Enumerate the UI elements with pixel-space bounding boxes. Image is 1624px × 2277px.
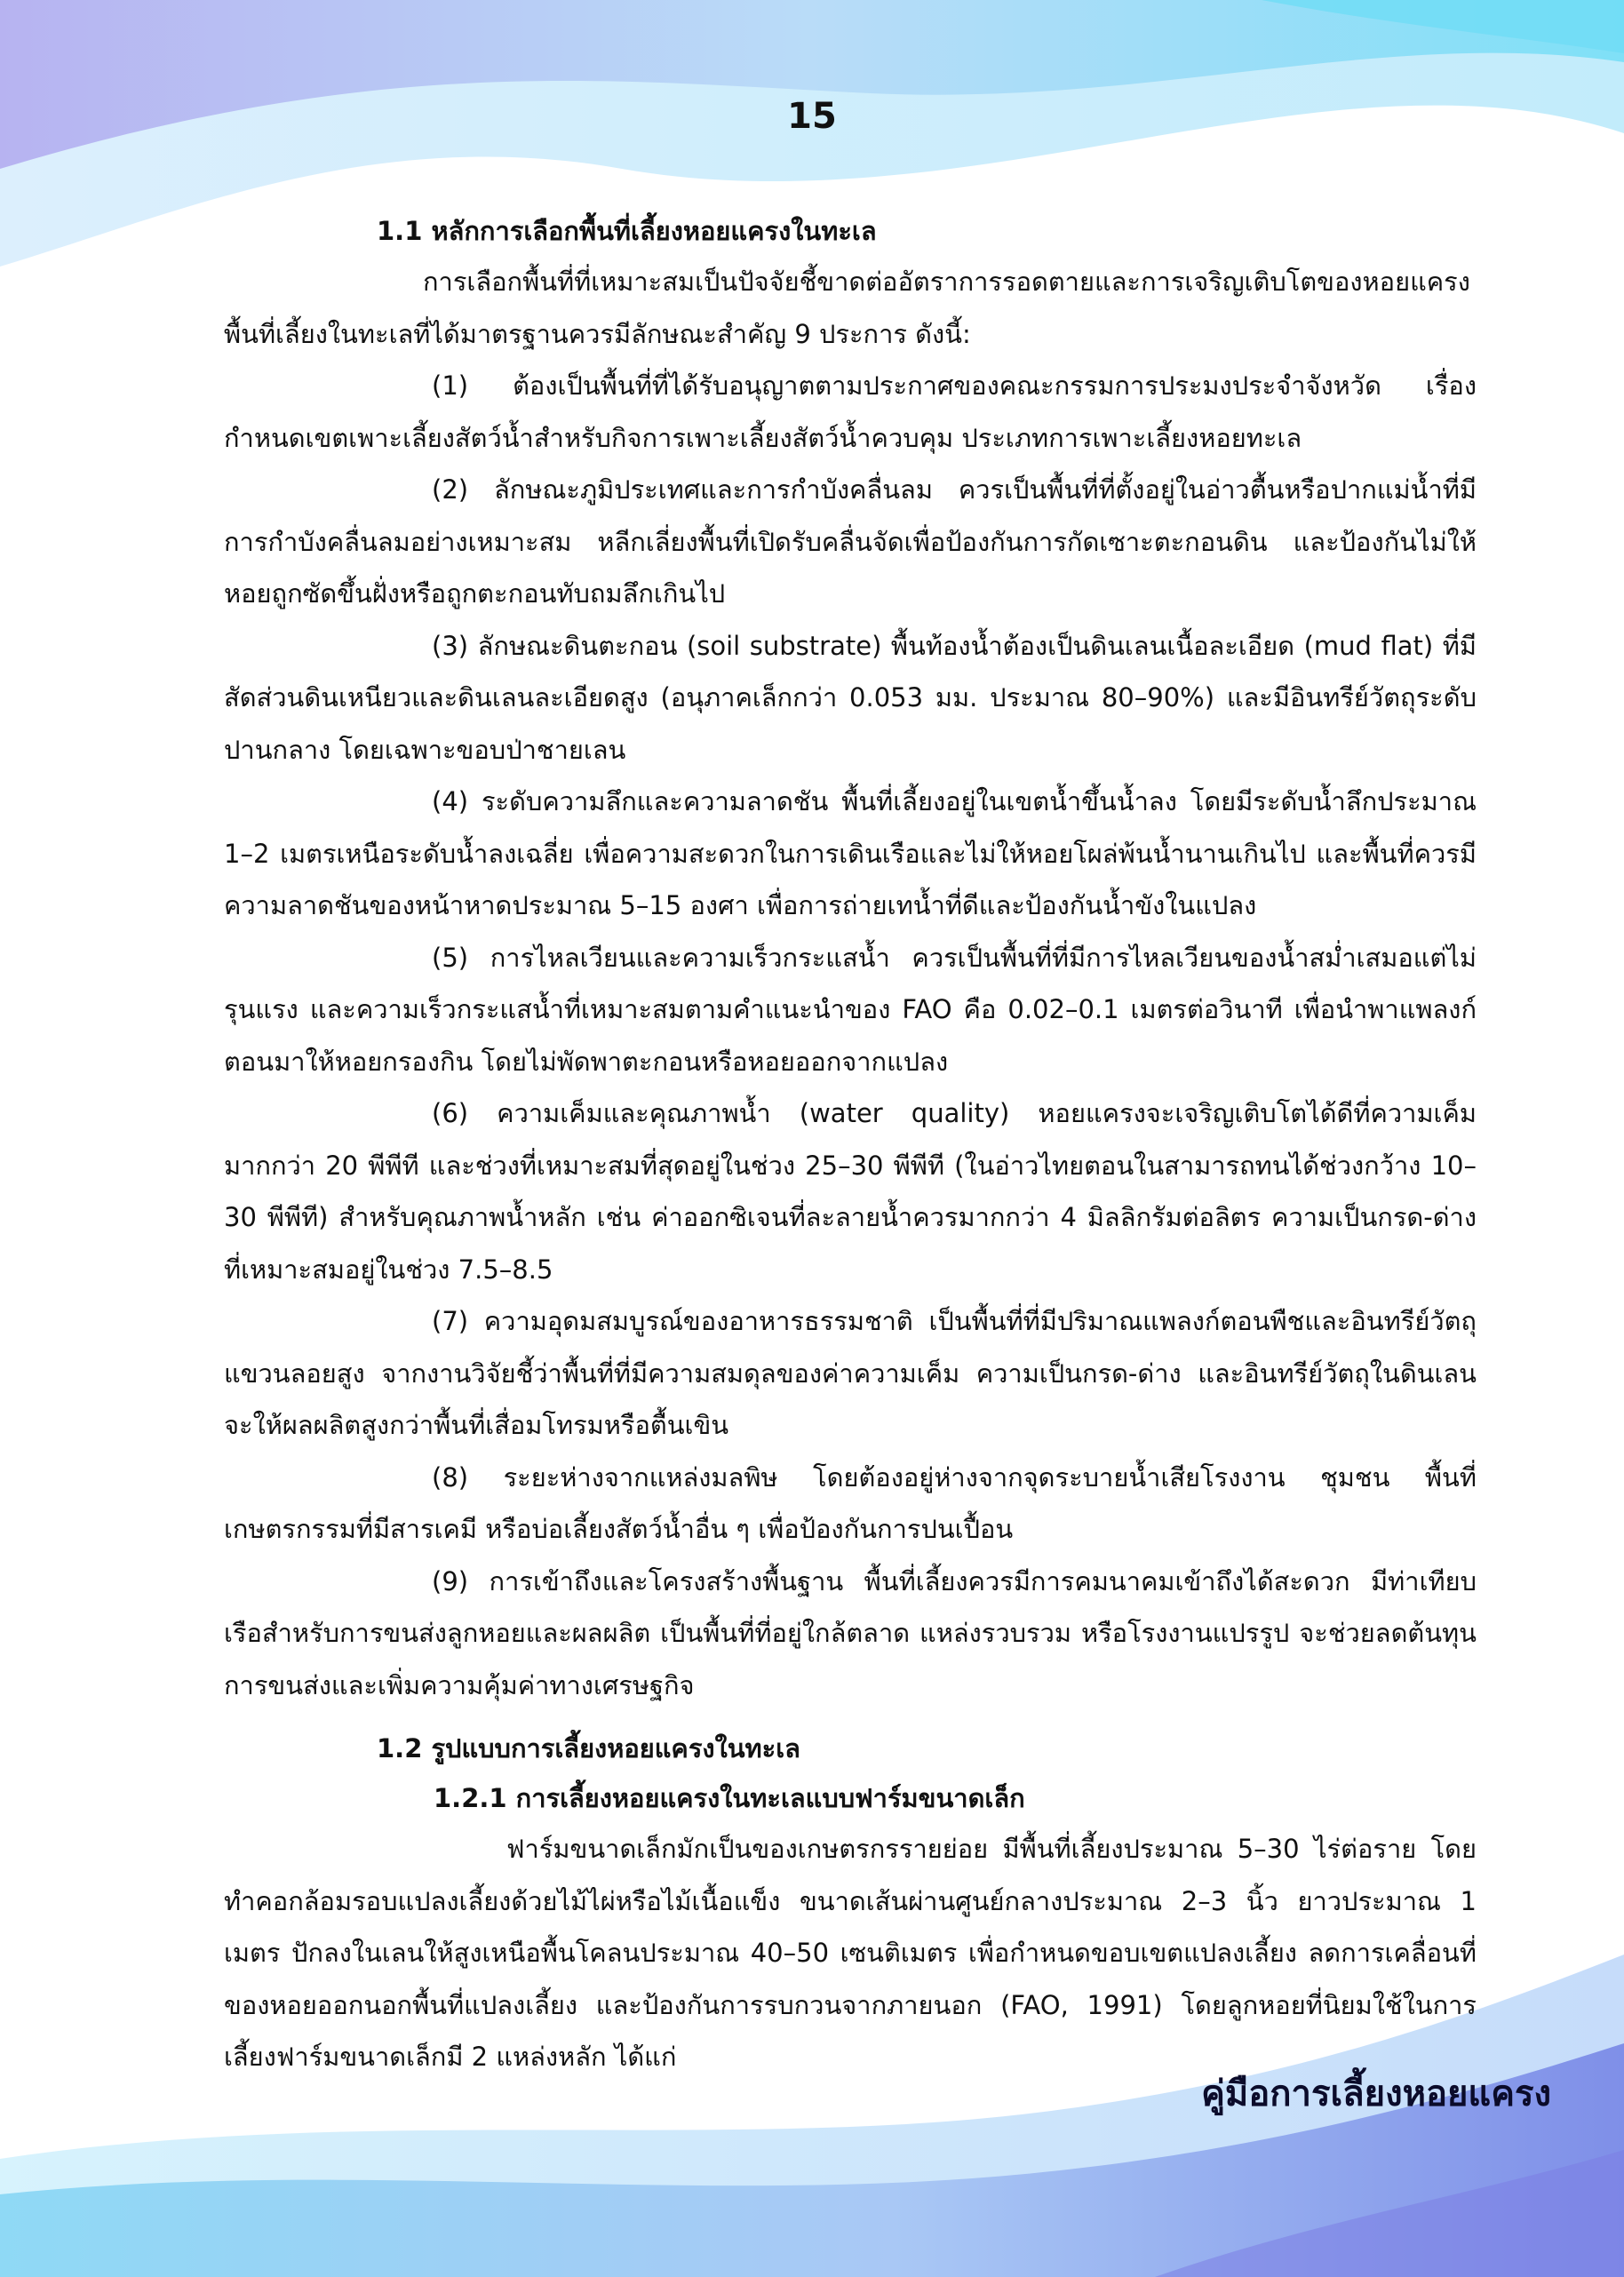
criteria-item-4: (4) ระดับความลึกและความลาดชัน พื้นที่เลี้ยงอยู่ในเขตน้ำขึ้นน้ำลง โดยมีระดับน้ำลึกประมาณ 1–2 เมตรเหนือระดับน้ำลงเฉลี่ย เพื่อความสะดวกในการเดินเรือและไม่ให้หอยโผล่พ้นน้ำนานเกินไป และพื้นที่ควรมีความลาดชันของหน้าหาดประมาณ 5–15 องศา เพื่อการถ่ายเทน้ำที่ดีและป้องกันน้ำขังในแปลง [224, 786, 1477, 920]
subsection-heading-1-2-1: 1.2.1 การเลี้ยงหอยแครงในทะเลแบบฟาร์มขนาดเล็ก [434, 1783, 1025, 1813]
footer-manual-title: คู่มือการเลี้ยงหอยแครง [1201, 2074, 1551, 2114]
criteria-item-8: (8) ระยะห่างจากแหล่งมลพิษ โดยต้องอยู่ห่างจากจุดระบายน้ำเสียโรงงาน ชุมชน พื้นที่เกษตรกรรมที่มีสารเคมี หรือบ่อเลี้ยงสัตว์น้ำอื่น ๆ เพื่อป้องกันการปนเปื้อน [224, 1461, 1477, 1544]
section-heading-1-2: 1.2 รูปแบบการเลี้ยงหอยแครงในทะเล [377, 1733, 800, 1763]
criteria-item-1: (1) ต้องเป็นพื้นที่ที่ได้รับอนุญาตตามประกาศของคณะกรรมการประมงประจำจังหวัด เรื่อง กำหนดเขตเพาะเลี้ยงสัตว์น้ำสำหรับกิจการเพาะเลี้ยงสัตว์น้ำควบคุม ประเภทการเพาะเลี้ยงหอยทะเล [224, 370, 1477, 453]
criteria-item-5: (5) การไหลเวียนและความเร็วกระแสน้ำ ควรเป็นพื้นที่ที่มีการไหลเวียนของน้ำสม่ำเสมอแต่ไม่รุนแรง และความเร็วกระแสน้ำที่เหมาะสมตามคำแนะนำของ FAO คือ 0.02–0.1 เมตรต่อวินาที เพื่อนำพาแพลงก์ตอนมาให้หอยกรองกิน โดยไม่พัดพาตะกอนหรือหอยออกจากแปลง [224, 942, 1477, 1077]
section-heading-1-1: 1.1 หลักการเลือกพื้นที่เลี้ยงหอยแครงในทะเล [377, 216, 877, 246]
page-number: 15 [787, 96, 837, 137]
criteria-item-9: (9) การเข้าถึงและโครงสร้างพื้นฐาน พื้นที่เลี้ยงควรมีการคมนาคมเข้าถึงได้สะดวก มีท่าเทียบเรือสำหรับการขนส่งลูกหอยและผลผลิต เป็นพื้นที่ที่อยู่ใกล้ตลาด แหล่งรวบรวม หรือโรงงานแปรรูป จะช่วยลดต้นทุนการขนส่งและเพิ่มความคุ้มค่าทางเศรษฐกิจ [224, 1565, 1477, 1700]
criteria-item-2: (2) ลักษณะภูมิประเทศและการกำบังคลื่นลม ควรเป็นพื้นที่ที่ตั้งอยู่ในอ่าวตื้นหรือปากแม่น้ำที่มีการกำบังคลื่นลมอย่างเหมาะสม หลีกเลี่ยงพื้นที่เปิดรับคลื่นจัดเพื่อป้องกันการกัดเซาะตะกอนดิน และป้องกันไม่ให้หอยถูกซัดขึ้นฝั่งหรือถูกตะกอนทับถมลึกเกินไป [224, 474, 1477, 609]
criteria-item-6: (6) ความเค็มและคุณภาพน้ำ (water quality) หอยแครงจะเจริญเติบโตได้ดีที่ความเค็มมากกว่า 20 พีพีที และช่วงที่เหมาะสมที่สุดอยู่ในช่วง 25–30 พีพีที (ในอ่าวไทยตอนในสามารถทนได้ช่วงกว้าง 10–30 พีพีที) สำหรับคุณภาพน้ำหลัก เช่น ค่าออกซิเจนที่ละลายน้ำควรมากกว่า 4 มิลลิกรัมต่อลิตร ความเป็นกรด-ด่างที่เหมาะสมอยู่ในช่วง 7.5–8.5 [224, 1098, 1477, 1285]
document-body [224, 206, 1477, 2083]
small-farm-paragraph: ฟาร์มขนาดเล็กมักเป็นของเกษตรกรรายย่อย มีพื้นที่เลี้ยงประมาณ 5–30 ไร่ต่อราย โดยทำคอกล้อมรอบแปลงเลี้ยงด้วยไม้ไผ่หรือไม้เนื้อแข็ง ขนาดเส้นผ่านศูนย์กลางประมาณ 2–3 นิ้ว ยาวประมาณ 1 เมตร ปักลงในเลนให้สูงเหนือพื้นโคลนประมาณ 40–50 เซนติเมตร เพื่อกำหนดขอบเขตแปลงเลี้ยง ลดการเคลื่อนที่ของหอยออกนอกพื้นที่แปลงเลี้ยง และป้องกันการรบกวนจากภายนอก (FAO, 1991) โดยลูกหอยที่นิยมใช้ในการเลี้ยงฟาร์มขนาดเล็กมี 2 แหล่งหลัก ได้แก่ [224, 1834, 1477, 2072]
criteria-item-7: (7) ความอุดมสมบูรณ์ของอาหารธรรมชาติ เป็นพื้นที่ที่มีปริมาณแพลงก์ตอนพืชและอินทรีย์วัตถุแขวนลอยสูง จากงานวิจัยชี้ว่าพื้นที่ที่มีความสมดุลของค่าความเค็ม ความเป็นกรด-ด่าง และอินทรีย์วัตถุในดินเลนจะให้ผลผลิตสูงกว่าพื้นที่เสื่อมโทรมหรือตื้นเขิน [224, 1306, 1477, 1440]
section-intro-paragraph: การเลือกพื้นที่ที่เหมาะสมเป็นปัจจัยชี้ขาดต่ออัตราการรอดตายและการเจริญเติบโตของหอยแครง พื้นที่เลี้ยงในทะเลที่ได้มาตรฐานควรมีลักษณะสำคัญ 9 ประการ ดังนี้: [224, 267, 1470, 349]
section-spacer [224, 1711, 1477, 1724]
criteria-item-3: (3) ลักษณะดินตะกอน (soil substrate) พื้นท้องน้ำต้องเป็นดินเลนเนื้อละเอียด (mud flat) ที่มีสัดส่วนดินเหนียวและดินเลนละเอียดสูง (อนุภาคเล็กกว่า 0.053 มม. ประมาณ 80–90%) และมีอินทรีย์วัตถุระดับปานกลาง โดยเฉพาะขอบป่าชายเลน [224, 630, 1477, 765]
